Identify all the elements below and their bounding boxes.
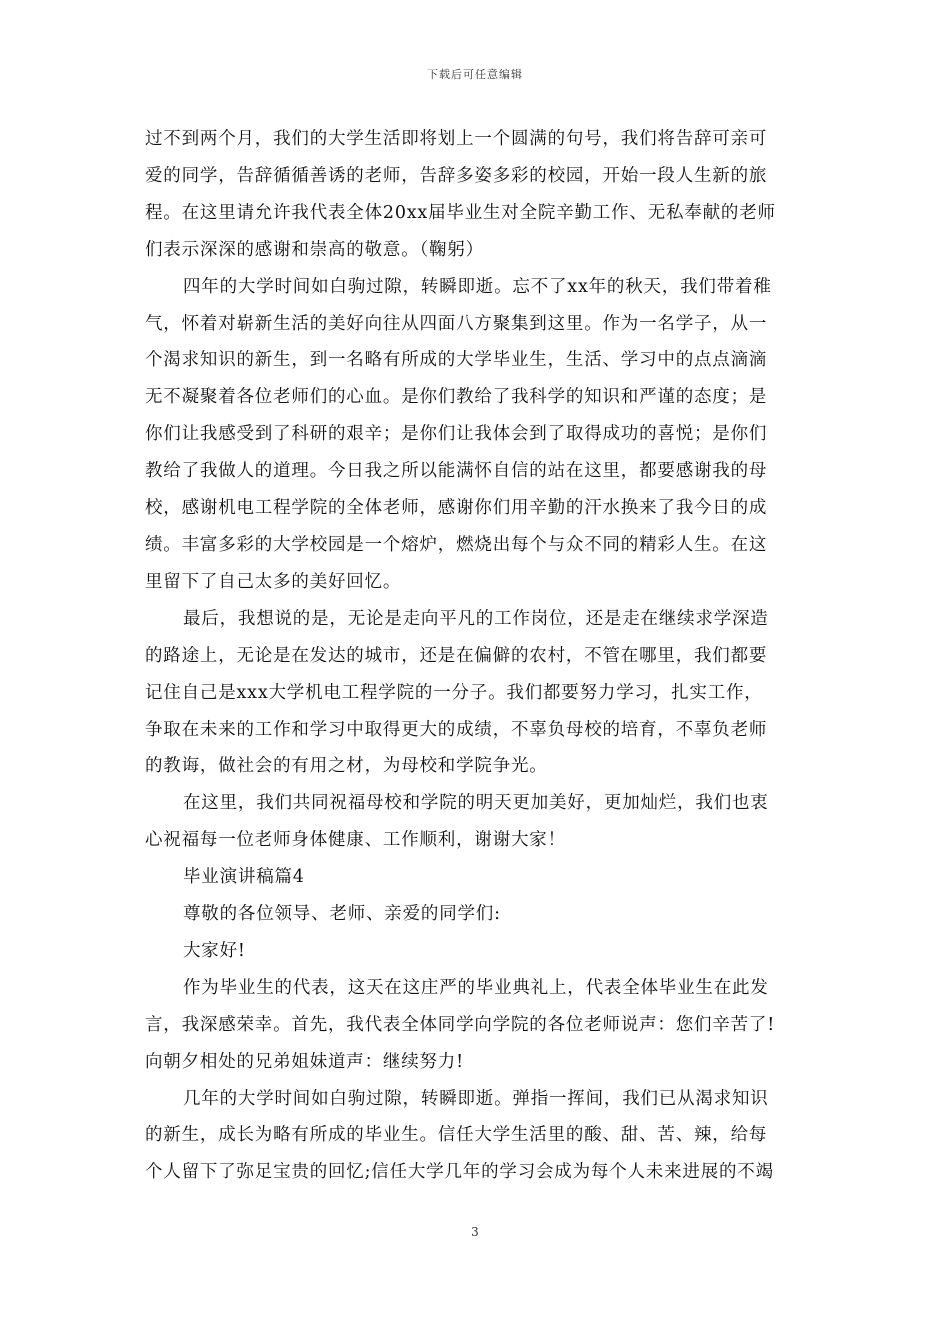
paragraph [145, 121, 806, 269]
paragraph-line: 记住自己是xxx大学机电工程学院的一分子。我们都要努力学习，扎实工作， [145, 682, 763, 703]
paragraph-line: 气，怀着对崭新生活的美好向往从四面八方聚集到这里。作为一名学子，从一 [145, 313, 768, 334]
paragraph-line: 教给了我做人的道理。今日我之所以能满怀自信的站在这里，都要感谢我的母 [145, 461, 768, 482]
paragraph-line: 几年的大学时间如白驹过隙，转瞬即逝。弹指一挥间，我们已从渴求知识 [183, 1088, 769, 1109]
page-number: 3 [471, 1225, 479, 1239]
paragraph-line: 程。在这里请允许我代表全体20xx届毕业生对全院辛勤工作、无私奉献的老师 [145, 202, 776, 223]
paragraph [145, 269, 806, 601]
paragraph [145, 970, 806, 1081]
paragraph [145, 1081, 806, 1192]
paragraph-line: 校，感谢机电工程学院的全体老师，感谢你们用辛勤的汗水换来了我今日的成 [145, 498, 768, 519]
paragraph-line: 个人留下了弥足宝贵的回忆;信任大学几年的学习会成为每个人未来进展的不竭 [145, 1162, 774, 1183]
paragraph-line: 的教诲，做社会的有用之材，为母校和学院争光。 [145, 756, 548, 777]
paragraph-line: 里留下了自己太多的美好回忆。 [145, 571, 402, 592]
paragraph-line: 言，我深感荣幸。首先，我代表全体同学向学院的各位老师说声：您们辛苦了! [145, 1014, 776, 1035]
paragraph [145, 785, 806, 859]
paragraph-line: 向朝夕相处的兄弟姐妹道声：继续努力! [145, 1051, 464, 1072]
document-body [145, 121, 806, 1191]
paragraph-line: 最后，我想说的是，无论是走向平凡的工作岗位，还是走在继续求学深造 [183, 608, 769, 629]
paragraph-line: 在这里，我们共同祝福母校和学院的明天更加美好，更加灿烂，我们也衷 [183, 793, 769, 814]
paragraph-line: 个渴求知识的新生，到一名略有所成的大学毕业生，生活、学习中的点点滴滴 [145, 350, 768, 371]
paragraph-line: 的新生，成长为略有所成的毕业生。信任大学生活里的酸、甜、苦、辣，给每 [145, 1125, 768, 1146]
paragraph-line: 绩。丰富多彩的大学校园是一个熔炉，燃烧出每个与众不同的精彩人生。在这 [145, 534, 768, 555]
paragraph-line: 无不凝聚着各位老师们的心血。是你们教给了我科学的知识和严谨的态度；是 [145, 387, 768, 408]
paragraph [145, 601, 806, 786]
paragraph-line: 毕业演讲稿篇4 [183, 867, 305, 888]
paragraph-line: 心祝福每一位老师身体健康、工作顺利，谢谢大家！ [145, 830, 566, 851]
paragraph-line: 的路途上，无论是在发达的城市，还是在偏僻的农村，不管在哪里，我们都要 [145, 645, 768, 666]
paragraph-line: 们表示深深的感谢和崇高的敬意。（鞠躬） [145, 239, 484, 260]
paragraph-line: 尊敬的各位领导、老师、亲爱的同学们: [183, 904, 501, 925]
paragraph [145, 859, 806, 896]
paragraph [145, 896, 806, 933]
paragraph-line: 大家好! [183, 940, 246, 961]
paragraph [145, 933, 806, 970]
paragraph-line: 作为毕业生的代表，这天在这庄严的毕业典礼上，代表全体毕业生在此发 [183, 977, 769, 998]
paragraph-line: 争取在未来的工作和学习中取得更大的成绩，不辜负母校的培育，不辜负老师 [145, 719, 768, 740]
paragraph-line: 四年的大学时间如白驹过隙，转瞬即逝。忘不了xx年的秋天，我们带着稚 [183, 276, 772, 297]
paragraph-line: 过不到两个月，我们的大学生活即将划上一个圆满的句号，我们将告辞可亲可 [145, 129, 768, 149]
paragraph-line: 你们让我感受到了科研的艰辛；是你们让我体会到了取得成功的喜悦；是你们 [145, 424, 768, 445]
page-header-note: 下载后可任意编辑 [427, 68, 523, 81]
paragraph-line: 爱的同学，告辞循循善诱的老师，告辞多姿多彩的校园，开始一段人生新的旅 [145, 165, 768, 186]
